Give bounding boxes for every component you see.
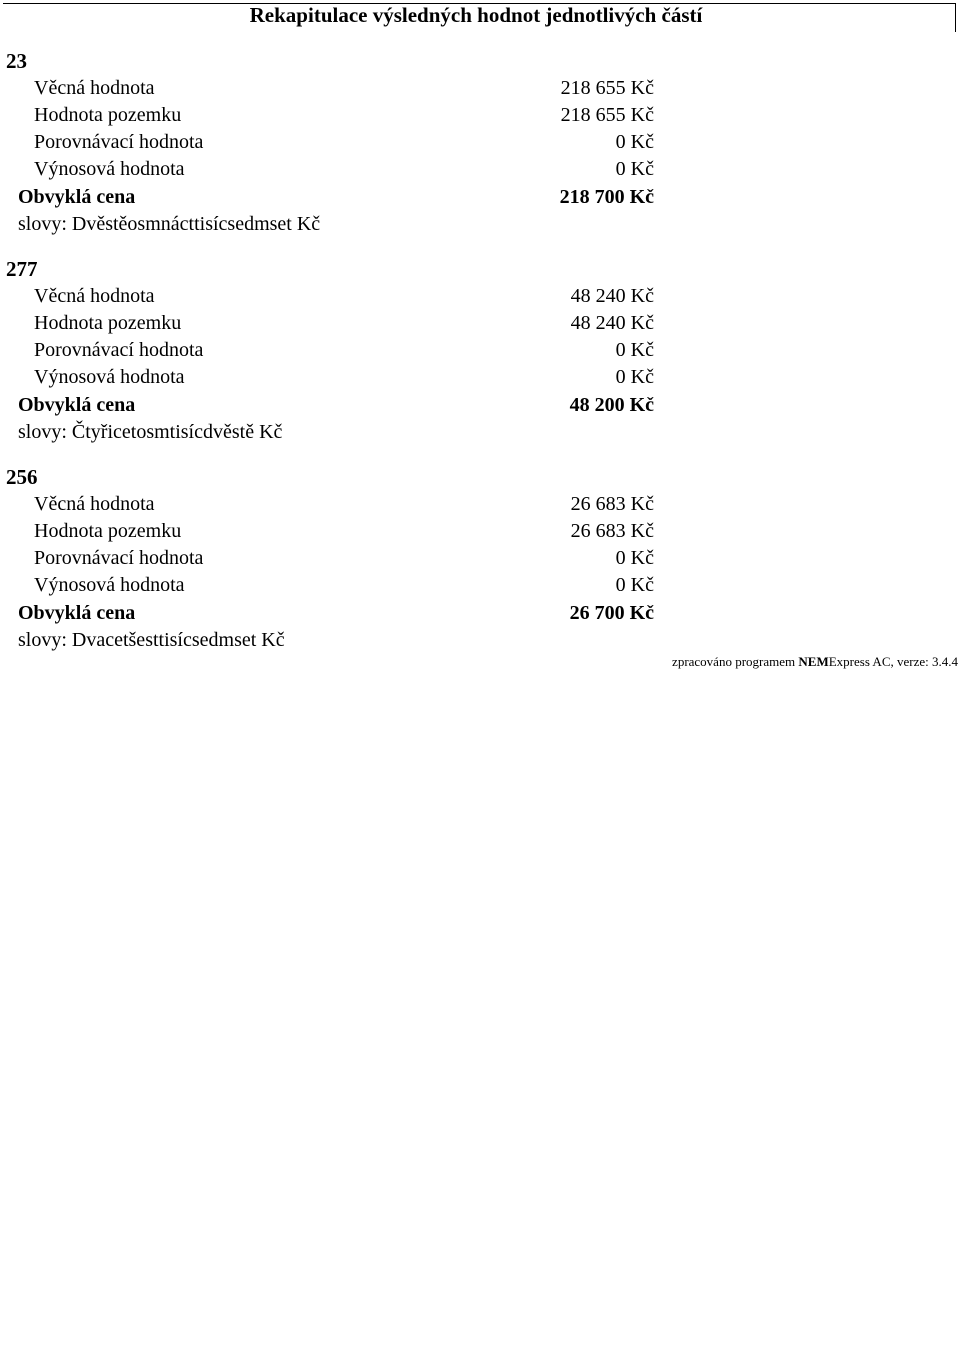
row-label: Porovnávací hodnota [34, 339, 204, 361]
row-label: Výnosová hodnota [34, 366, 185, 388]
row-obvykla-cena [0, 393, 960, 420]
row-pozemek [0, 311, 960, 338]
row-pozemek [0, 519, 960, 546]
row-pozemek [0, 103, 960, 130]
row-slovy [0, 212, 960, 239]
row-value: 0 Kč [615, 339, 654, 361]
row-value: 0 Kč [615, 574, 654, 596]
row-vecna [0, 284, 960, 311]
row-obvykla-cena [0, 601, 960, 628]
section-id: 23 [6, 49, 27, 73]
row-label: Věcná hodnota [34, 493, 155, 515]
row-vecna [0, 76, 960, 103]
row-vynosova [0, 365, 960, 392]
row-value: 26 683 Kč [570, 493, 654, 515]
row-label: Hodnota pozemku [34, 104, 182, 126]
row-porovnavaci [0, 546, 960, 573]
row-label: Věcná hodnota [34, 77, 155, 99]
row-obvykla-cena [0, 185, 960, 212]
result-value: 218 700 Kč [559, 186, 654, 208]
result-value: 26 700 Kč [569, 602, 654, 624]
words-text: slovy: Dvěstěosmnácttisícsedmset Kč [18, 213, 321, 235]
software-note [672, 654, 958, 670]
row-value: 0 Kč [615, 547, 654, 569]
row-label: Porovnávací hodnota [34, 547, 204, 569]
footer-brand: NEM [798, 654, 829, 669]
words-text: slovy: Dvacetšesttisícsedmset Kč [18, 629, 285, 651]
row-value: 48 240 Kč [570, 285, 654, 307]
row-label: Výnosová hodnota [34, 574, 185, 596]
row-label: Výnosová hodnota [34, 158, 185, 180]
row-value: 48 240 Kč [570, 312, 654, 334]
row-slovy [0, 420, 960, 447]
row-vynosova [0, 573, 960, 600]
row-value: 0 Kč [615, 131, 654, 153]
row-value: 218 655 Kč [560, 104, 654, 126]
result-label: Obvyklá cena [18, 394, 136, 416]
row-porovnavaci [0, 130, 960, 157]
footer-suffix: Express AC, verze: 3.4.4 [828, 654, 958, 669]
row-value: 0 Kč [615, 158, 654, 180]
footer-prefix: zpracováno programem [672, 654, 799, 669]
row-porovnavaci [0, 338, 960, 365]
section-id: 277 [6, 257, 38, 281]
row-label: Hodnota pozemku [34, 520, 182, 542]
row-label: Věcná hodnota [34, 285, 155, 307]
result-label: Obvyklá cena [18, 186, 136, 208]
row-vecna [0, 492, 960, 519]
row-label: Porovnávací hodnota [34, 131, 204, 153]
row-label: Hodnota pozemku [34, 312, 182, 334]
result-label: Obvyklá cena [18, 602, 136, 624]
words-text: slovy: Čtyřicetosmtisícdvěstě Kč [18, 421, 283, 443]
row-slovy [0, 628, 960, 655]
row-vynosova [0, 157, 960, 184]
result-value: 48 200 Kč [569, 394, 654, 416]
row-value: 26 683 Kč [570, 520, 654, 542]
page-title: Rekapitulace výsledných hodnot jednotlivých částí [249, 3, 703, 27]
row-value: 218 655 Kč [560, 77, 654, 99]
section-id: 256 [6, 465, 38, 489]
row-value: 0 Kč [615, 366, 654, 388]
